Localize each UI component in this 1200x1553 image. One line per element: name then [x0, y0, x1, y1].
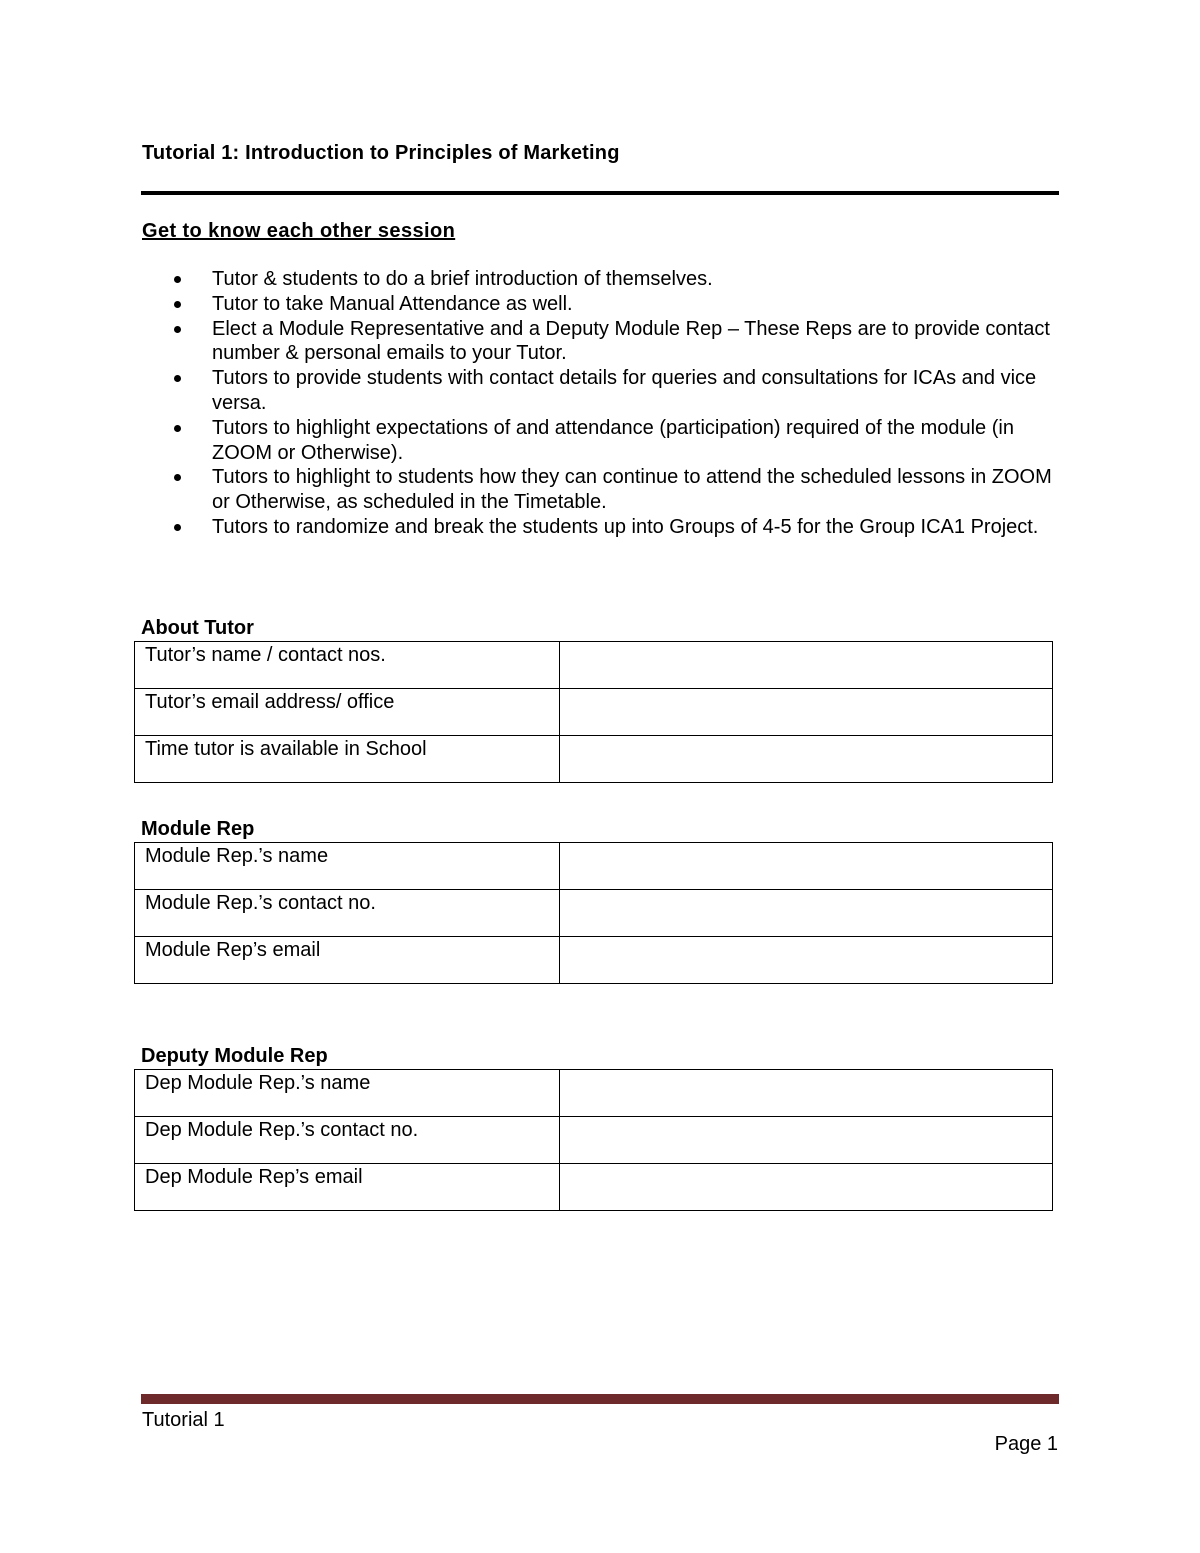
row-label: Tutor’s name / contact nos. — [135, 642, 560, 689]
row-value[interactable] — [560, 1117, 1053, 1164]
list-item — [142, 292, 1072, 317]
row-value[interactable] — [560, 1070, 1053, 1117]
footer-title: Tutorial 1 — [142, 1409, 225, 1431]
list-item — [142, 465, 1072, 515]
deputy-module-rep-table — [134, 1069, 1053, 1211]
row-label: Dep Module Rep’s email — [135, 1164, 560, 1211]
row-label: Module Rep.’s contact no. — [135, 890, 560, 937]
row-value[interactable] — [560, 642, 1053, 689]
table-row — [135, 843, 1053, 890]
deputy-module-rep-label: Deputy Module Rep — [141, 1045, 328, 1067]
table-row — [135, 890, 1053, 937]
document-title: Tutorial 1: Introduction to Principles of Marketing — [142, 142, 620, 164]
row-value[interactable] — [560, 736, 1053, 783]
row-label: Module Rep’s email — [135, 937, 560, 984]
about-tutor-table — [134, 641, 1053, 783]
list-item — [142, 366, 1072, 416]
list-item — [142, 317, 1072, 367]
row-label: Module Rep.’s name — [135, 843, 560, 890]
row-value[interactable] — [560, 1164, 1053, 1211]
page-number: Page 1 — [994, 1433, 1058, 1455]
list-item-text: Tutor & students to do a brief introduction of themselves. — [212, 268, 713, 290]
list-item — [142, 416, 1072, 466]
list-item-text: Tutors to provide students with contact details for queries and consultations for ICAs and vice versa. — [212, 367, 1037, 414]
list-item-text: Elect a Module Representative and a Deputy Module Rep – These Reps are to provide contact number & personal emails to your Tutor. — [212, 317, 1050, 365]
bullet-icon — [174, 375, 181, 382]
row-label: Tutor’s email address/ office — [135, 689, 560, 736]
list-item — [142, 267, 1072, 292]
table-row — [135, 642, 1053, 689]
table-row — [135, 689, 1053, 736]
row-value[interactable] — [560, 890, 1053, 937]
bullet-icon — [174, 524, 181, 531]
table-row — [135, 937, 1053, 984]
session-heading: Get to know each other session — [142, 220, 456, 242]
footer-divider — [141, 1394, 1059, 1404]
table-row — [135, 1117, 1053, 1164]
row-value[interactable] — [560, 843, 1053, 890]
table-row — [135, 736, 1053, 783]
table-row — [135, 1070, 1053, 1117]
row-value[interactable] — [560, 689, 1053, 736]
module-rep-table — [134, 842, 1053, 984]
list-item-text: Tutor to take Manual Attendance as well. — [212, 292, 573, 315]
list-item-text: Tutors to randomize and break the students up into Groups of 4-5 for the Group ICA1 Project. — [212, 515, 1039, 538]
row-value[interactable] — [560, 937, 1053, 984]
table-row — [135, 1164, 1053, 1211]
bullet-list — [142, 267, 1072, 540]
list-item-text: Tutors to highlight expectations of and attendance (participation) required of the module (in ZOOM or Otherwise). — [212, 416, 1014, 464]
bullet-icon — [174, 425, 181, 432]
row-label: Time tutor is available in School — [135, 736, 560, 783]
list-item-text: Tutors to highlight to students how they can continue to attend the scheduled lessons in ZOOM or Otherwise, as scheduled in the Timetable. — [212, 466, 1052, 514]
row-label: Dep Module Rep.’s name — [135, 1070, 560, 1117]
list-item — [142, 515, 1072, 540]
bullet-icon — [174, 474, 181, 481]
bullet-icon — [174, 301, 181, 308]
row-label: Dep Module Rep.’s contact no. — [135, 1117, 560, 1164]
title-divider — [141, 191, 1059, 195]
module-rep-label: Module Rep — [141, 818, 255, 840]
bullet-icon — [174, 326, 181, 333]
about-tutor-label: About Tutor — [141, 617, 254, 639]
bullet-icon — [174, 276, 181, 283]
